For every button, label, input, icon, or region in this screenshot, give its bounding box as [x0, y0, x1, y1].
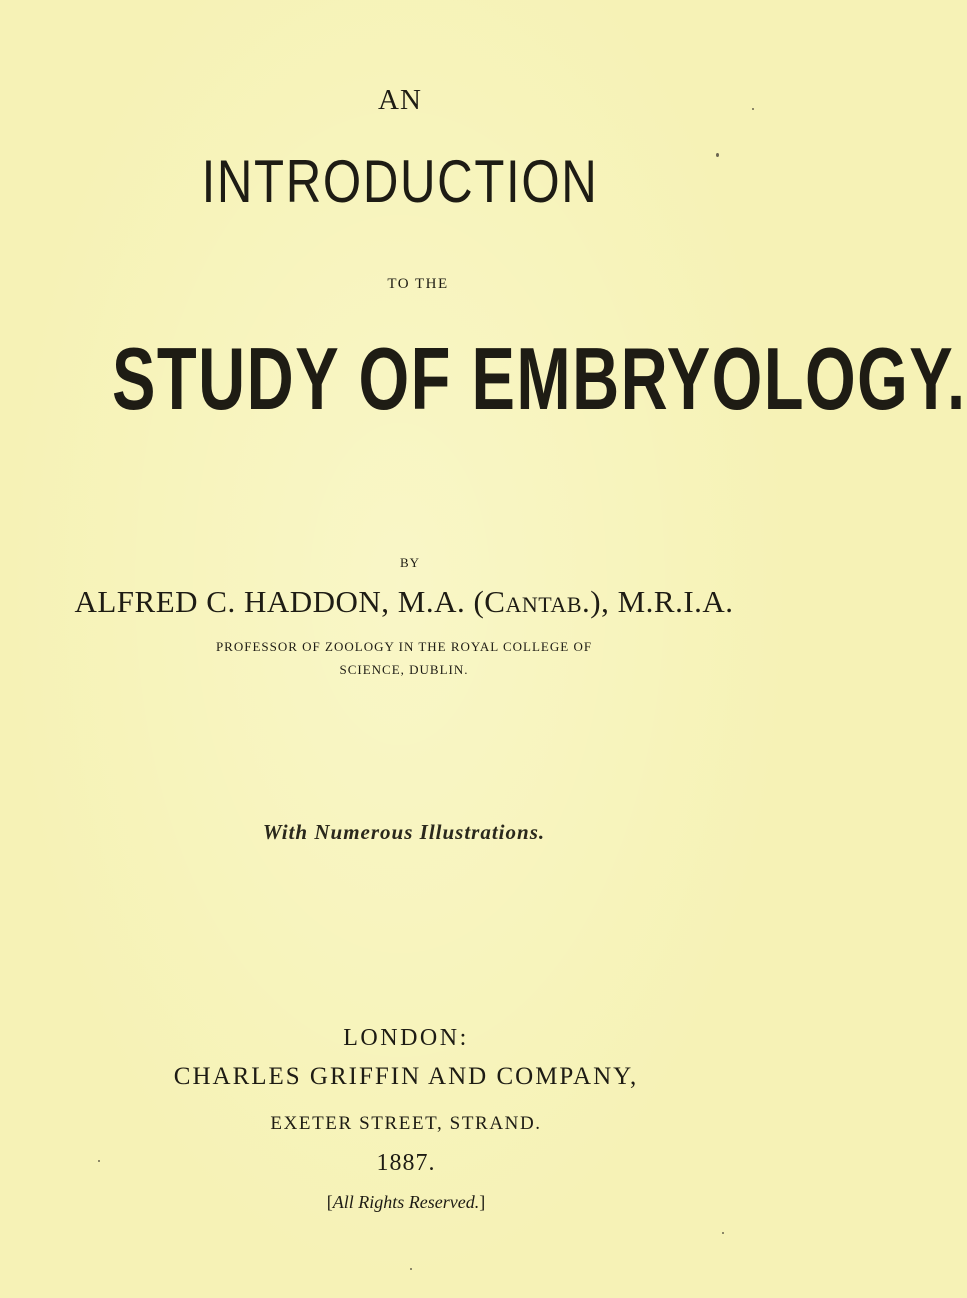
- author-name-suffix: ), M.R.I.A.: [590, 584, 734, 619]
- imprint-publisher: CHARLES GRIFFIN AND COMPANY,: [173, 1063, 639, 1090]
- imprint-city: LONDON:: [343, 1025, 469, 1051]
- rights-bracket-open: [: [326, 1192, 333, 1212]
- rights-text: All Rights Reserved.: [332, 1192, 480, 1212]
- author-degree-cantab: Cantab.: [484, 584, 591, 619]
- paper-speck: [752, 108, 754, 110]
- title-introduction: INTRODUCTION: [201, 148, 599, 215]
- paper-speck: [716, 153, 719, 157]
- author-affiliation-line1: PROFESSOR OF ZOOLOGY IN THE ROYAL COLLEGE OF: [215, 639, 593, 654]
- title-connector: TO THE: [387, 276, 449, 292]
- author-name-part: ALFRED C. HADDON, M.A. (: [74, 584, 485, 619]
- rights-bracket-close: ]: [479, 1192, 486, 1212]
- illustrations-note: With Numerous Illustrations.: [262, 820, 546, 844]
- imprint-street: EXETER STREET, STRAND.: [270, 1113, 542, 1134]
- paper-speck: [722, 1232, 724, 1234]
- title-article: AN: [378, 84, 422, 116]
- author-affiliation-line2: SCIENCE, DUBLIN.: [339, 662, 469, 677]
- author-name: [4, 584, 804, 620]
- rights-notice: [6, 1192, 806, 1213]
- title-main: STUDY OF EMBRYOLOGY.: [112, 329, 967, 428]
- imprint-year: 1887.: [376, 1150, 436, 1176]
- byline-label: BY: [399, 555, 421, 570]
- paper-speck: [98, 1160, 100, 1162]
- paper-speck: [410, 1268, 412, 1270]
